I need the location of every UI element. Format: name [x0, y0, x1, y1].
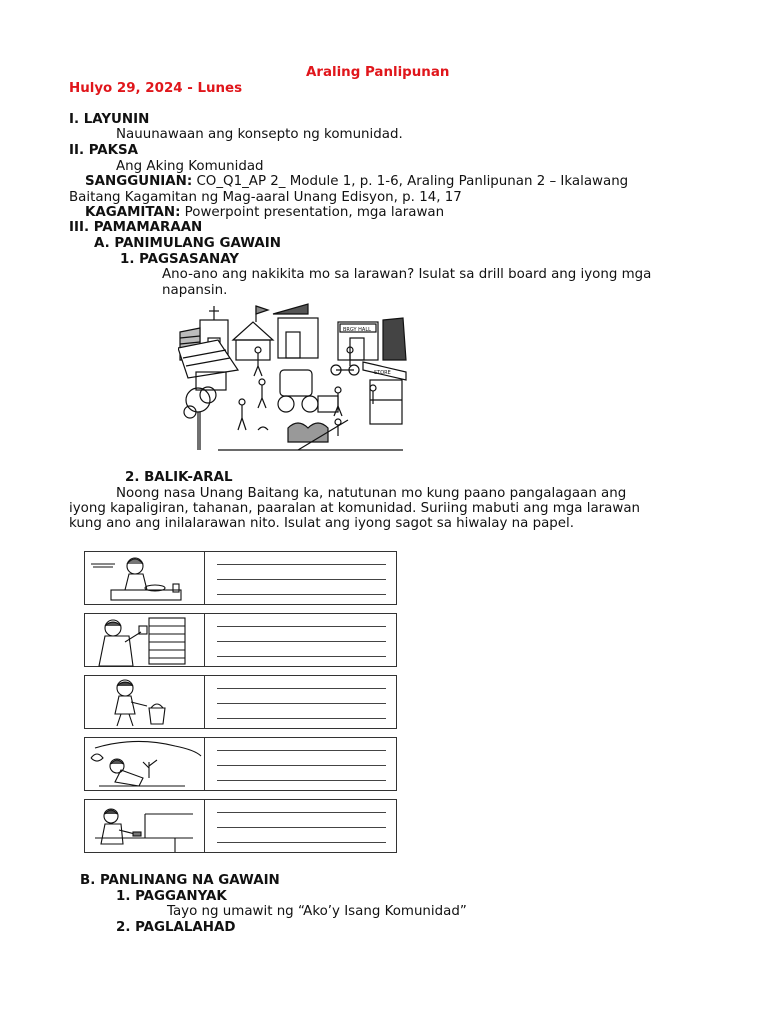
lesson-date: Hulyo 29, 2024 - Lunes [69, 81, 243, 96]
kagamitan-line [85, 205, 444, 221]
balik-aral-text-continued: iyong kapaligiran, tahanan, paaralan at komunidad. Suriing mabuti ang mga larawan [69, 501, 641, 516]
child-with-bucket-picture [85, 676, 205, 728]
sanggunian-text-continued: Baitang Kagamitan ng Mag-aaral Unang Edisyon, p. 14, 17 [69, 190, 462, 205]
paglalahad-heading: 2. PAGLALAHAD [116, 920, 236, 935]
section-paksa-heading: II. PAKSA [69, 143, 139, 158]
kagamitan-label: KAGAMITAN: [85, 205, 181, 220]
pagsasanay-text: Ano-ano ang nakikita mo sa larawan? Isulat sa drill board ang iyong mga [162, 267, 652, 282]
section-layunin-heading: I. LAYUNIN [69, 112, 150, 127]
balik-aral-heading: 2. BALIK-ARAL [125, 470, 233, 485]
balik-aral-text: Noong nasa Unang Baitang ka, natutunan mo kung paano pangalagaan ang [116, 486, 627, 501]
worksheet-row [84, 737, 397, 791]
section-pamamaraan-heading: III. PAMAMARAAN [69, 220, 203, 235]
pagganyak-text: Tayo ng umawit ng “Ako’y Isang Komunidad” [167, 904, 467, 919]
child-planting-tree-picture [85, 738, 205, 790]
sanggunian-label: SANGGUNIAN: [85, 174, 193, 189]
panlinang-heading: B. PANLINANG NA GAWAIN [80, 873, 280, 888]
hall-sign: BRGY HALL [343, 327, 371, 333]
balik-aral-text-continued-2: kung ano ang inilalarawan nito. Isulat ang iyong sagot sa hiwalay na papel. [69, 516, 575, 531]
pagganyak-heading: 1. PAGGANYAK [116, 889, 227, 904]
worksheet-row [84, 613, 397, 667]
sanggunian-line [85, 174, 628, 190]
community-illustration [178, 300, 408, 455]
sanggunian-text: CO_Q1_AP 2_ Module 1, p. 1-6, Araling Panlipunan 2 – Ikalawang [192, 174, 629, 189]
worksheet-row [84, 675, 397, 729]
layunin-text: Nauunawaan ang konsepto ng komunidad. [116, 127, 403, 142]
worksheet-row [84, 551, 397, 605]
paksa-text: Ang Aking Komunidad [116, 159, 264, 174]
worksheet-row [84, 799, 397, 853]
kagamitan-text: Powerpoint presentation, mga larawan [180, 205, 445, 220]
child-wiping-table-picture [85, 800, 205, 852]
girl-washing-dishes-picture [85, 552, 205, 604]
document-title: Araling Panlipunan [306, 65, 450, 80]
pagsasanay-text-continued: napansin. [162, 283, 228, 298]
boy-cleaning-window-picture [85, 614, 205, 666]
store-sign: STORE [374, 370, 391, 376]
panimulang-gawain-heading: A. PANIMULANG GAWAIN [94, 236, 281, 251]
pagsasanay-heading: 1. PAGSASANAY [120, 252, 240, 267]
